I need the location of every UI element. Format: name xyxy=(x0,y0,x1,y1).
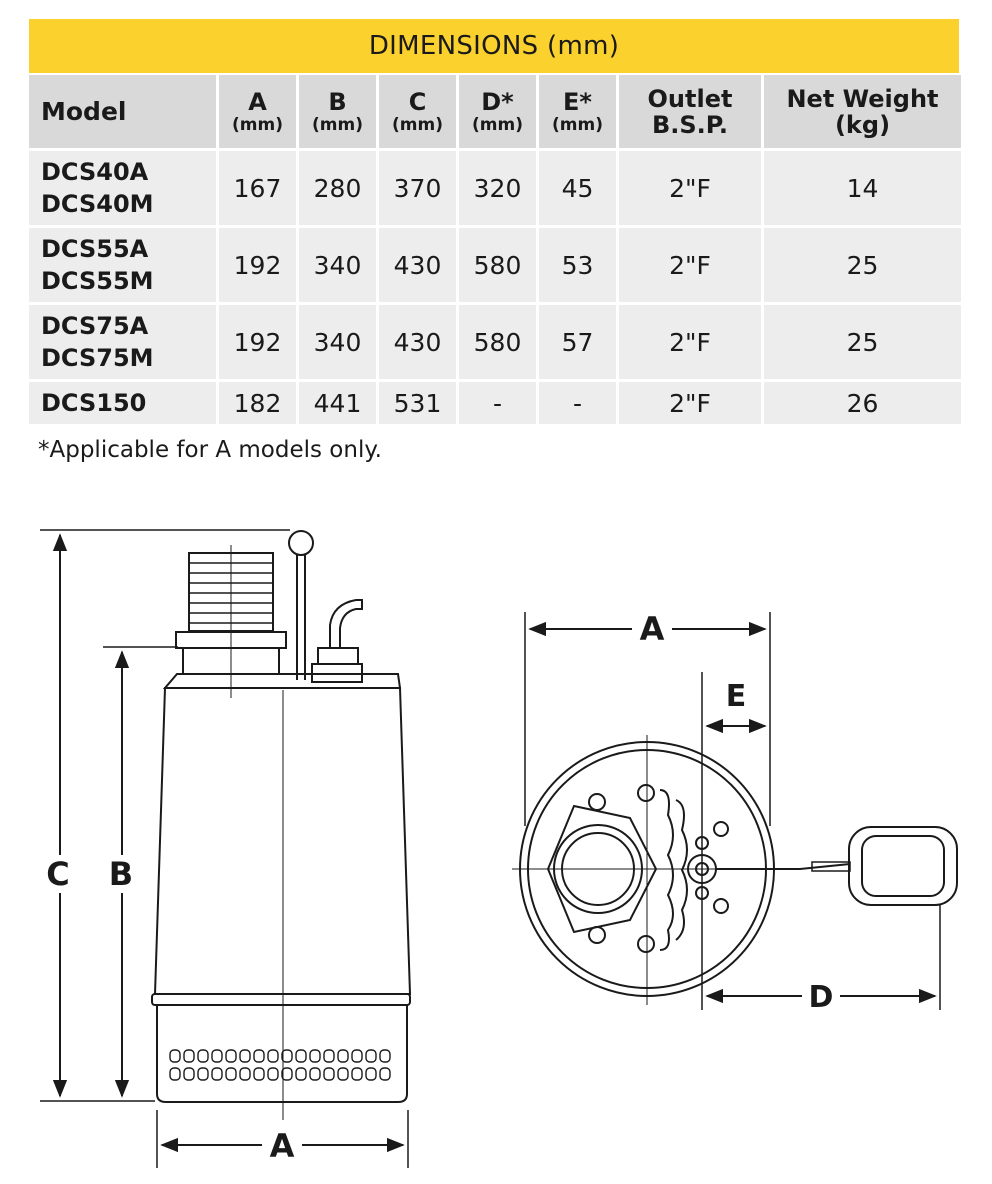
header-c: C (mm) xyxy=(379,75,456,148)
cell-a: 192 xyxy=(219,228,296,302)
cell-b: 280 xyxy=(299,151,376,225)
cell-b: 340 xyxy=(299,305,376,379)
table-row xyxy=(29,382,961,424)
header-d: D* (mm) xyxy=(459,75,536,148)
dimension-label-e: E xyxy=(725,679,747,714)
cell-a: 167 xyxy=(219,151,296,225)
cell-a: 192 xyxy=(219,305,296,379)
cell-outlet: 2"F xyxy=(619,305,761,379)
dimension-label-a-side: A xyxy=(269,1127,295,1165)
header-a: A (mm) xyxy=(219,75,296,148)
header-outlet: Outlet B.S.P. xyxy=(619,75,761,148)
cell-c: 430 xyxy=(379,305,456,379)
header-b: B (mm) xyxy=(299,75,376,148)
cell-weight: 26 xyxy=(764,382,961,424)
cell-d: - xyxy=(459,382,536,424)
cell-c: 370 xyxy=(379,151,456,225)
dimensions-table xyxy=(26,72,964,427)
dimension-label-c: C xyxy=(46,855,70,893)
cell-e: 53 xyxy=(539,228,616,302)
dimension-label-d: D xyxy=(808,980,834,1015)
table-row xyxy=(29,305,961,379)
header-model: Model xyxy=(29,75,216,148)
cell-weight: 25 xyxy=(764,305,961,379)
cell-d: 320 xyxy=(459,151,536,225)
cell-e: - xyxy=(539,382,616,424)
cell-e: 57 xyxy=(539,305,616,379)
header-e: E* (mm) xyxy=(539,75,616,148)
model-cell: DCS75A DCS75M xyxy=(29,305,216,379)
cell-d: 580 xyxy=(459,305,536,379)
dimension-label-b: B xyxy=(108,855,134,893)
cell-e: 45 xyxy=(539,151,616,225)
cell-c: 430 xyxy=(379,228,456,302)
cell-b: 441 xyxy=(299,382,376,424)
header-net-weight: Net Weight (kg) xyxy=(764,75,961,148)
table-header-row xyxy=(29,75,961,148)
cell-outlet: 2"F xyxy=(619,382,761,424)
footnote: *Applicable for A models only. xyxy=(38,437,382,463)
cell-b: 340 xyxy=(299,228,376,302)
table-row xyxy=(29,228,961,302)
table-row xyxy=(29,151,961,225)
table-title-banner: DIMENSIONS (mm) xyxy=(29,19,959,73)
pump-dimension-drawing xyxy=(0,480,992,1184)
cell-c: 531 xyxy=(379,382,456,424)
model-cell: DCS150 xyxy=(29,382,216,424)
cell-weight: 25 xyxy=(764,228,961,302)
pump-side-view xyxy=(40,530,410,1168)
dimension-label-a-top: A xyxy=(639,610,665,648)
cell-weight: 14 xyxy=(764,151,961,225)
cell-outlet: 2"F xyxy=(619,228,761,302)
cell-a: 182 xyxy=(219,382,296,424)
cell-outlet: 2"F xyxy=(619,151,761,225)
cell-d: 580 xyxy=(459,228,536,302)
model-cell: DCS55A DCS55M xyxy=(29,228,216,302)
model-cell: DCS40A DCS40M xyxy=(29,151,216,225)
pump-top-view xyxy=(512,612,957,1010)
